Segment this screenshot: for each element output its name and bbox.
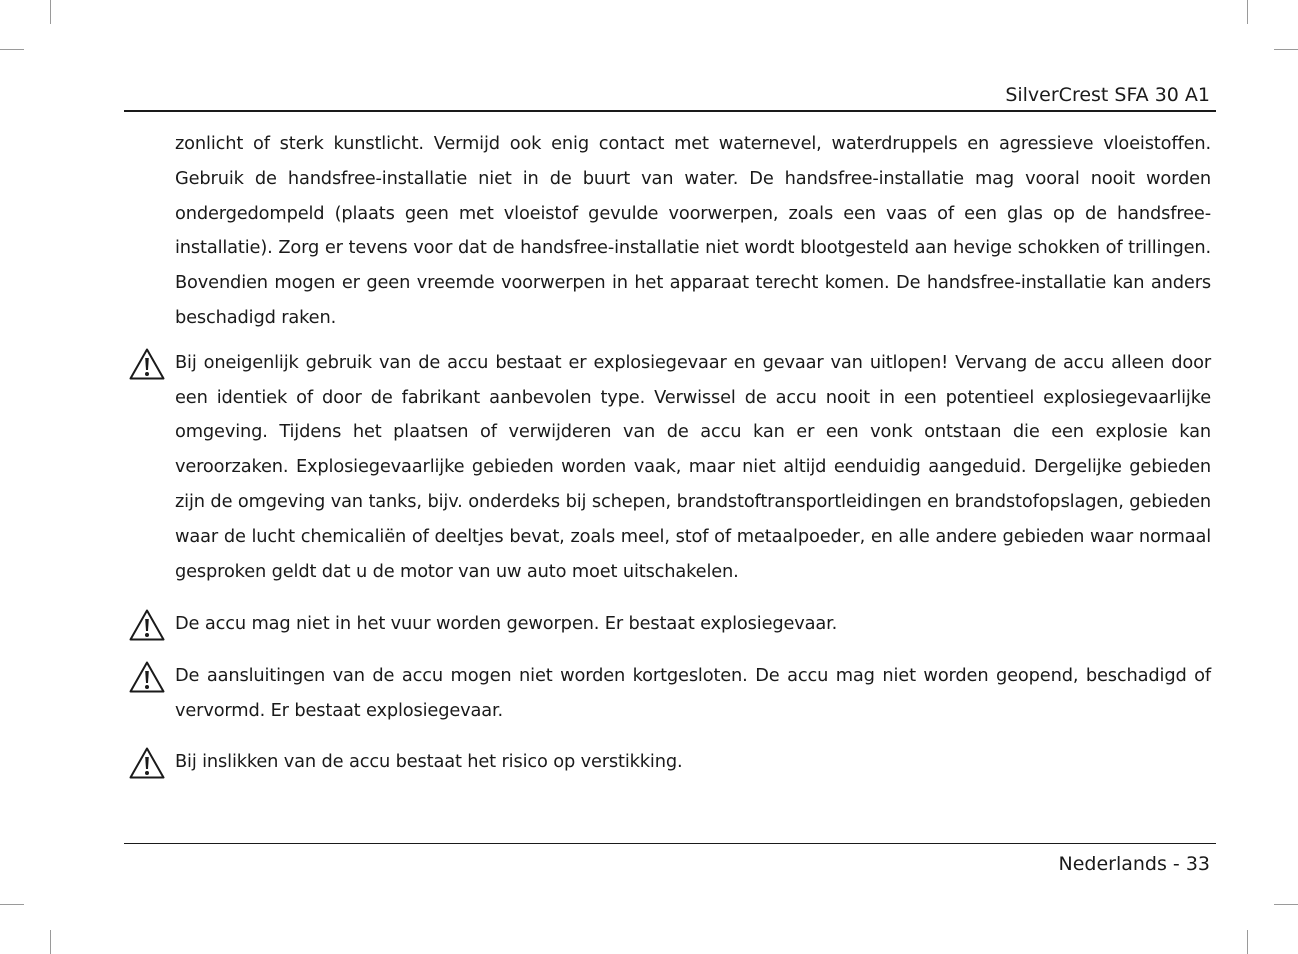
crop-mark (0, 904, 24, 905)
crop-mark (1247, 0, 1248, 24)
warning-triangle-icon (129, 348, 165, 380)
crop-mark (1274, 49, 1298, 50)
crop-mark (50, 930, 51, 954)
page-content (175, 127, 1211, 780)
warning-triangle-icon (129, 661, 165, 693)
header-rule (124, 110, 1216, 112)
crop-mark (1274, 904, 1298, 905)
crop-mark (0, 49, 24, 50)
warning-item (175, 745, 1211, 780)
crop-mark (50, 0, 51, 24)
warning-text: De accu mag niet in het vuur worden geworpen. Er bestaat explosiegevaar. (175, 613, 838, 635)
page-number-label: Nederlands - 33 (1058, 853, 1210, 875)
warning-triangle-icon (129, 747, 165, 779)
crop-mark (1247, 930, 1248, 954)
warning-item (175, 346, 1211, 590)
intro-paragraph: zonlicht of sterk kunstlicht. Vermijd ook enig contact met waternevel, waterdruppels en agressieve vloeistoffen. Gebruik de handsfree-installatie niet in de buurt van water. De handsfree-installatie mag vooral nooit worden ondergedompeld (plaats geen met vloeistof gevulde voorwerpen, zoals een vaas of een glas op de handsfree-installatie). Zorg er tevens voor dat de handsfree-installatie niet wordt blootgesteld aan hevige schokken of trillingen. Bovendien mogen er geen vreemde voorwerpen in het apparaat terecht komen. De handsfree-installatie kan anders beschadigd raken. (175, 133, 1211, 328)
page-header-title: SilverCrest SFA 30 A1 (1005, 84, 1210, 106)
warning-triangle-icon (129, 609, 165, 641)
warning-text: Bij inslikken van de accu bestaat het risico op verstikking. (175, 750, 683, 772)
warning-item (175, 659, 1211, 729)
warning-text: De aansluitingen van de accu mogen niet worden kortgesloten. De accu mag niet worden geopend, beschadigd of vervormd. Er bestaat explosiegevaar. (175, 665, 1211, 721)
warning-item (175, 607, 1211, 642)
footer-rule (124, 843, 1216, 844)
warning-text: Bij oneigenlijk gebruik van de accu bestaat er explosiegevaar en gevaar van uitlopen! Vervang de accu alleen door een identiek of door de fabrikant aanbevolen type. Verwissel de accu nooit in een potentieel explosiegevaarlijke omgeving. Tijdens het plaatsen of verwijderen van de accu kan er een vonk ontstaan die een explosie kan veroorzaken. Explosiegevaarlijke gebieden worden vaak, maar niet altijd eenduidig aangeduid. Dergelijke gebieden zijn de omgeving van tanks, bijv. onderdeks bij schepen, brandstoftransportleidingen en brandstofopslagen, gebieden waar de lucht chemicaliën of deeltjes bevat, zoals meel, stof of metaalpoeder, en alle andere gebieden waar normaal gesproken geldt dat u de motor van uw auto moet uitschakelen. (175, 351, 1211, 582)
